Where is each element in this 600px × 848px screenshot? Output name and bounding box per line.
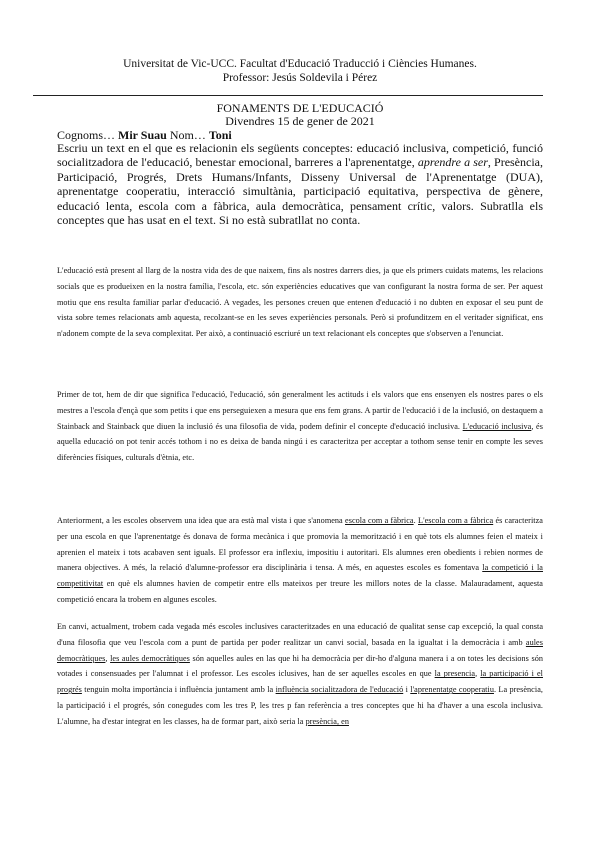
instructions [57,141,543,227]
student-name-line [57,128,232,142]
page-title: FONAMENTS DE L'EDUCACIÓ [216,101,384,115]
p4-s3: són aquelles aules en las que hi ha democràcia per dir-ho d'alguna manera i a on totes les decisions són votades i consensuades per l'alumnat i el professor. Les escoles iclusives, han de ser aquelles escoles en que [57,653,543,679]
instructions-part1: Escriu un text en el que es relacionin els següents conceptes: educació inclusiva, competició, funció socialitzadora de l'educació, benestar emocional, barreres a l'aprenentatge, [57,141,543,170]
underlined-participacio-progres: la participació i el progrés [57,669,543,695]
underlined-educacio-inclusiva: L'educació inclusiva [462,421,532,431]
paragraph-2 [57,387,543,466]
paragraph-3 [57,513,543,608]
p3-s3: és caracteritza per una escola en que l'aprenentatge és donava de forma mecànica i que promovia la memorització i en què tots els alumnes feien el mateix i aprenien el mateix i tots acabaven sent iguals. El professor era inflexiu, impositiu i autoritari. Els alumnes eren obedients i rebien normes de manera objectives. A més, la relació d'alumne-professor era disciplinària i tensa. A més, en aquestes escoles es fomentava [57,516,543,573]
p4-s6: i [405,685,408,695]
p4-s2: , [105,653,108,663]
paragraph-1-text: L'educació està present al llarg de la nostra vida des de que naixem, fins als nostres darrers dies, ja que els primers cuidats matems, les relacions socials que es produeixen en la nostra família, l'escola, etc. són experiències educatives que van configurant la nostra forma de ser. Per aquest motiu que ens resulta familiar parlar d'educació. A vegades, les persones creuen que entenen d'educació i no dubten en exposar el seu punt de vista sobre temes relacionats amb aquesta, recolzant-se en les seves experiències personals. Però si profunditzem en el veritader significat, ens n'adonem compte de la seva complexitat. Per això, a continuació escriuré un text relacionant els conceptes que s'observen a l'enunciat. [57,266,543,339]
instructions-part2: , Presència, Participació, Progrés, Drets Humans/Infants, Disseny Universal de l'Aprenentatge (DUA), aprenentatge cooperatiu, interacció simultània, participació equitativa, perspectiva de gènere, educació lenta, escola com a fàbrica, aula democràtica, pensament crític, valors. Subratlla els conceptes que has usat en el text. Si no està subratllat no conta. [57,155,543,228]
underlined-aules-democratiques: aules democràtiques [57,637,543,663]
p3-s4: en què els alumnes havien de competir entre ells mateixos per treure les millors notes de la classe. Malauradament, aquesta competició encara la trobem en algunes escoles. [57,579,543,604]
paragraph-1 [57,263,543,342]
underlined-escola-fabrica-2: L'escola com a fàbrica [418,516,494,525]
underlined-aprenentatge-cooperatiu: l'aprenentatge cooperatiu [410,685,494,695]
name-label: Nom… [169,128,206,142]
underlined-escola-fabrica: escola com a fàbrica [345,516,414,525]
p3-s2: . [413,516,416,525]
underlined-presencia-2: presència, en [305,716,349,726]
header-professor: Professor: Jesús Soldevila i Pérez [222,72,378,84]
underlined-presencia: la presencia [434,669,476,679]
student-surname: Mir Suau [118,128,167,142]
p4-s1: En canvi, actualment, trobem cada vegada més escoles inclusives caracteritzades en una educació de qualitat sense cap excepció, la qual consta d'una filosofia que veu l'escola com a punt de partida per poder realitzar un canvi social, basada en la igualtat i la democràcia i amb [57,622,543,647]
p4-s5: tenguin molta importància i influència juntament amb la [84,685,274,695]
exam-date: Divendres 15 de gener de 2021 [225,114,375,128]
paragraph-4 [57,619,543,730]
header-institution: Universitat de Vic-UCC. Facultat d'Educació Traducció i Ciències Humanes. [123,58,477,70]
student-name: Toni [208,128,232,142]
underlined-aules-democratiques-2: les aules democràtiques [110,653,190,663]
p2-after: , és aquella educació on pot tenir accés tothom i no es deixa de banda ningú i es caracteritza per acceptar a tothom sense tenir en compte les seves diferències físiques, culturals d'ètnia, etc. [57,421,543,463]
header-divider [33,95,543,96]
p3-s1: Anteriorment, a les escoles observem una idea que ara està mal vista i que s'anomena [57,516,343,525]
p4-s7: . La presència, la participació i el progrés, són conegudes com les tres P, les tres p fan referència a tres conceptes que hi ha d'haver a una escola inclusiva. L'alumne, ha d'estar integrat en les classes, ha de formar part, això seria la [57,685,543,726]
underlined-influencia-socialitzadora: influència socialitzadora de l'educació [275,685,404,695]
instructions-italic-term: aprendre a ser [417,155,488,170]
p4-s4: , [475,669,478,679]
p2-before: Primer de tot, hem de dir que significa l'educació, l'educació, són generalment les actituds i els valors que ens ensenyen els nostres pares o els mestres a l'escola d'ençà que som petits i que ens perseguiexen a mesura que ens fem grans. A partir de l'educació i de la inclusió, on destaquem a Stainback and Stainback que diuen la inclusió és una filosofia de vida, podem definir el concepte d'educació inclusiva. [57,390,543,431]
surname-label: Cognoms… [57,128,116,142]
underlined-competicio: la competició i la competitivitat [57,563,543,589]
